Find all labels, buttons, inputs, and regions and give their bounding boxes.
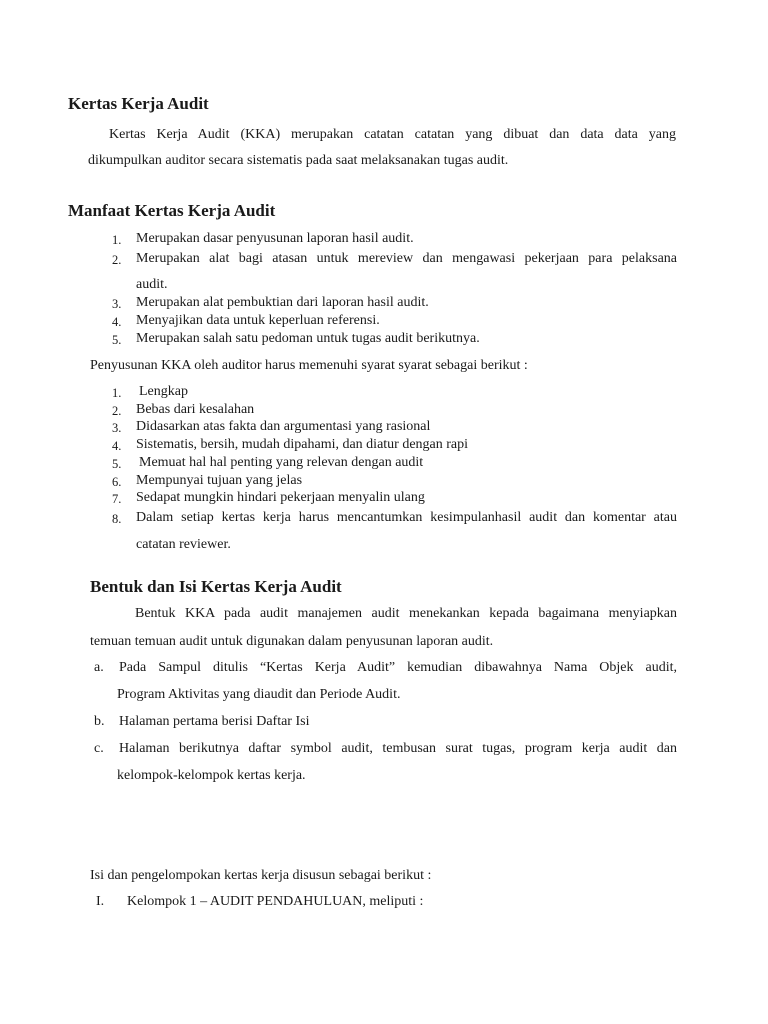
benefit-item-continuation: audit. — [136, 277, 168, 292]
benefit-number: 1. — [112, 233, 122, 247]
requirement-number: 2. — [112, 404, 122, 418]
content-item: Halaman pertama berisi Daftar Isi — [119, 714, 310, 729]
requirement-number: 3. — [112, 421, 122, 435]
requirement-item: Memuat hal hal penting yang relevan dengan audit — [139, 455, 424, 470]
requirement-number: 4. — [112, 439, 122, 453]
requirement-number: 8. — [112, 512, 122, 526]
benefit-item: Merupakan dasar penyusunan laporan hasil audit. — [136, 231, 414, 246]
benefit-number: 3. — [112, 297, 122, 311]
content-item-letter: c. — [94, 741, 104, 756]
requirement-item-continuation: catatan reviewer. — [136, 537, 231, 552]
bentuk-paragraph-line-2: temuan temuan audit untuk digunakan dalam penyusunan laporan audit. — [90, 634, 494, 649]
benefit-item: Merupakan alat pembuktian dari laporan hasil audit. — [136, 295, 429, 310]
content-item-continuation: Program Aktivitas yang diaudit dan Periode Audit. — [117, 687, 401, 702]
requirements-intro: Penyusunan KKA oleh auditor harus memenuhi syarat syarat sebagai berikut : — [90, 358, 528, 373]
content-item-continuation: kelompok-kelompok kertas kerja. — [117, 768, 306, 783]
benefit-item: Merupakan alat bagi atasan untuk mereview dan mengawasi pekerjaan para pelaksana — [136, 251, 677, 266]
grouping-intro: Isi dan pengelompokan kertas kerja disusun sebagai berikut : — [90, 868, 432, 883]
requirement-number: 6. — [112, 475, 122, 489]
intro-paragraph-line-1: Kertas Kerja Audit (KKA) merupakan catatan catatan yang dibuat dan data data yang — [109, 127, 676, 142]
content-item: Halaman berikutnya daftar symbol audit, tembusan surat tugas, program kerja audit dan — [119, 741, 677, 756]
benefit-number: 4. — [112, 315, 122, 329]
heading-bentuk-dan-isi: Bentuk dan Isi Kertas Kerja Audit — [90, 577, 342, 596]
requirement-number: 7. — [112, 492, 122, 506]
bentuk-paragraph-line-1: Bentuk KKA pada audit manajemen audit menekankan kepada bagaimana menyiapkan — [135, 606, 677, 621]
requirement-item: Lengkap — [139, 384, 188, 399]
requirement-item: Didasarkan atas fakta dan argumentasi yang rasional — [136, 419, 431, 434]
benefit-number: 5. — [112, 333, 122, 347]
group-roman-number: I. — [96, 894, 105, 909]
requirement-number: 5. — [112, 457, 122, 471]
group-item: Kelompok 1 – AUDIT PENDAHULUAN, meliputi : — [127, 894, 424, 909]
benefit-item: Merupakan salah satu pedoman untuk tugas audit berikutnya. — [136, 331, 480, 346]
intro-paragraph-line-2: dikumpulkan auditor secara sistematis pada saat melaksanakan tugas audit. — [88, 153, 509, 168]
benefit-number: 2. — [112, 253, 122, 267]
content-item-letter: a. — [94, 660, 104, 675]
heading-manfaat: Manfaat Kertas Kerja Audit — [68, 201, 276, 220]
requirement-item: Mempunyai tujuan yang jelas — [136, 473, 303, 488]
requirement-item: Sistematis, bersih, mudah dipahami, dan diatur dengan rapi — [136, 437, 469, 452]
benefit-item: Menyajikan data untuk keperluan referensi. — [136, 313, 380, 328]
requirement-item: Sedapat mungkin hindari pekerjaan menyalin ulang — [136, 490, 425, 505]
requirement-item: Dalam setiap kertas kerja harus mencantumkan kesimpulanhasil audit dan komentar atau — [136, 510, 677, 525]
content-item: Pada Sampul ditulis “Kertas Kerja Audit” kemudian dibawahnya Nama Objek audit, — [119, 660, 677, 675]
content-item-letter: b. — [94, 714, 105, 729]
heading-kertas-kerja-audit: Kertas Kerja Audit — [68, 94, 209, 113]
requirement-item: Bebas dari kesalahan — [136, 402, 255, 417]
requirement-number: 1. — [112, 386, 122, 400]
